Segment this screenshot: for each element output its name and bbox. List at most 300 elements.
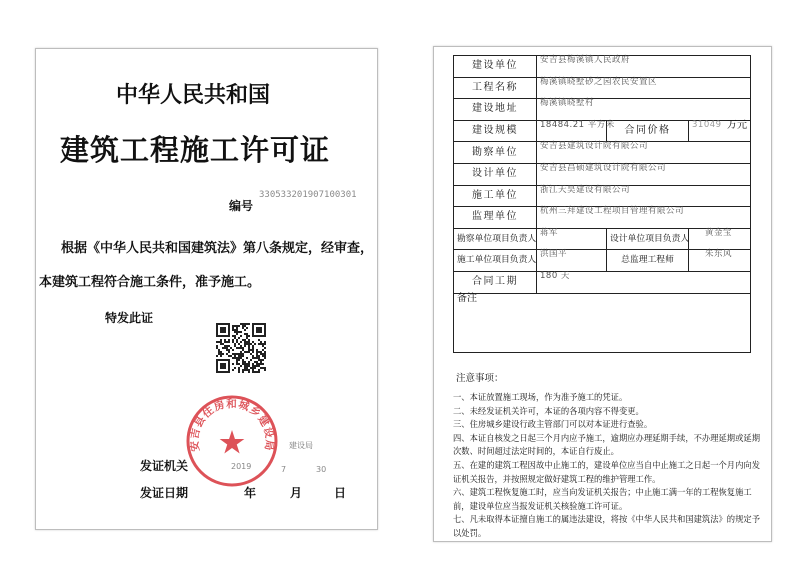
qr-module	[226, 341, 228, 343]
qr-module	[248, 341, 250, 343]
qr-module	[224, 367, 226, 369]
label-address: 建设地址	[454, 99, 537, 121]
value-contractor: 浙江天昊建设有限公司	[537, 185, 751, 207]
qr-module	[246, 323, 248, 325]
qr-module	[248, 323, 250, 325]
qr-module	[240, 335, 242, 337]
qr-module	[220, 331, 222, 333]
qr-module	[252, 363, 254, 365]
qr-module	[260, 341, 262, 343]
table-row	[454, 250, 751, 272]
qr-module	[260, 367, 262, 369]
qr-module	[228, 327, 230, 329]
qr-module	[216, 371, 218, 373]
value-construction-unit: 安吉县梅溪镇人民政府	[537, 56, 751, 78]
qr-module	[256, 365, 258, 367]
qr-module	[248, 349, 250, 351]
qr-module	[226, 353, 228, 355]
issue-year: 2019	[231, 462, 252, 471]
qr-module	[258, 359, 260, 361]
qr-module	[246, 369, 248, 371]
label-survey-leader: 勘察单位项目负责人	[454, 228, 537, 250]
qr-module	[218, 359, 220, 361]
qr-module	[246, 337, 248, 339]
qr-module	[216, 365, 218, 367]
qr-module	[230, 347, 232, 349]
qr-module	[260, 353, 262, 355]
table-row	[454, 271, 751, 293]
qr-module	[222, 367, 224, 369]
qr-module	[254, 335, 256, 337]
table-row	[454, 185, 751, 207]
qr-module	[224, 363, 226, 365]
qr-module	[252, 333, 254, 335]
official-seal-icon	[184, 393, 280, 489]
qr-module	[224, 371, 226, 373]
note-line: 三、住房城乡建设行政主管部门可以对本证进行查验。	[453, 419, 653, 430]
qr-module	[256, 353, 258, 355]
qr-module	[244, 363, 246, 365]
qr-module	[224, 365, 226, 367]
qr-module	[220, 359, 222, 361]
qr-module	[218, 371, 220, 373]
qr-module	[238, 355, 240, 357]
qr-module	[252, 365, 254, 367]
qr-module	[252, 335, 254, 337]
qr-module	[256, 363, 258, 365]
qr-module	[220, 329, 222, 331]
qr-module	[216, 333, 218, 335]
qr-module	[250, 343, 252, 345]
qr-module	[252, 371, 254, 373]
qr-module	[236, 347, 238, 349]
qr-module	[236, 341, 238, 343]
qr-module	[220, 339, 222, 341]
year-unit: 年	[244, 486, 257, 500]
qr-module	[222, 331, 224, 333]
qr-module	[220, 341, 222, 343]
qr-module	[224, 331, 226, 333]
qr-module	[244, 351, 246, 353]
qr-module	[228, 363, 230, 365]
qr-module	[228, 345, 230, 347]
qr-module	[262, 367, 264, 369]
table-row	[454, 120, 751, 142]
note-line: 以处罚。	[453, 527, 487, 538]
qr-module	[258, 339, 260, 341]
qr-module	[220, 335, 222, 337]
qr-module	[252, 329, 254, 331]
qr-module	[264, 347, 266, 349]
qr-module	[246, 343, 248, 345]
qr-module	[242, 355, 244, 357]
qr-module	[222, 363, 224, 365]
note-line: 七、凡未取得本证擅自施工的属违法建设，将按《中华人民共和国建筑法》的规定予	[453, 514, 760, 525]
qr-module	[230, 355, 232, 357]
qr-module	[236, 363, 238, 365]
qr-module	[258, 327, 260, 329]
qr-module	[244, 345, 246, 347]
qr-module	[258, 363, 260, 365]
table-row	[454, 207, 751, 229]
qr-module	[256, 355, 258, 357]
qr-module	[260, 361, 262, 363]
month-unit: 月	[290, 486, 303, 500]
qr-module	[264, 357, 266, 359]
qr-module	[264, 329, 266, 331]
qr-module	[228, 365, 230, 367]
qr-module	[224, 347, 226, 349]
issue-date-label: 发证日期	[140, 486, 189, 500]
qr-module	[222, 327, 224, 329]
qr-module	[220, 371, 222, 373]
issuer-print: 建设局	[289, 441, 313, 450]
qr-module	[254, 361, 256, 363]
qr-module	[262, 353, 264, 355]
qr-module	[252, 369, 254, 371]
notes-title: 注意事项：	[456, 373, 504, 384]
qr-module	[238, 359, 240, 361]
value-design-leader: 黄金宝	[689, 228, 751, 250]
qr-module	[258, 357, 260, 359]
qr-module	[254, 367, 256, 369]
qr-code-icon	[216, 323, 266, 373]
serial-number: 330533201907100301	[259, 190, 357, 200]
qr-module	[252, 325, 254, 327]
qr-module	[248, 345, 250, 347]
qr-module	[220, 343, 222, 345]
qr-module	[224, 359, 226, 361]
seal-star-icon	[220, 430, 245, 454]
note-item	[453, 513, 760, 540]
qr-module	[264, 325, 266, 327]
qr-module	[216, 331, 218, 333]
qr-module	[256, 335, 258, 337]
qr-module	[260, 343, 262, 345]
qr-module	[228, 371, 230, 373]
qr-module	[256, 371, 258, 373]
qr-module	[246, 335, 248, 337]
qr-module	[238, 325, 240, 327]
qr-module	[248, 343, 250, 345]
qr-module	[216, 355, 218, 357]
qr-module	[256, 361, 258, 363]
label-contractor-leader: 施工单位项目负责人	[454, 250, 537, 272]
qr-module	[222, 347, 224, 349]
qr-module	[222, 335, 224, 337]
qr-module	[256, 327, 258, 329]
qr-module	[224, 339, 226, 341]
qr-module	[220, 353, 222, 355]
qr-module	[244, 333, 246, 335]
note-line: 一、本证放置施工现场，作为准予施工的凭证。	[453, 392, 628, 402]
qr-module	[218, 323, 220, 325]
permit-detail-page	[433, 46, 772, 542]
qr-module	[260, 359, 262, 361]
value-design-unit: 安吉县昌硕建筑设计院有限公司	[537, 163, 751, 185]
qr-module	[220, 363, 222, 365]
statement-line-1: 根据《中华人民共和国建筑法》第八条规定，经审查，	[61, 241, 374, 256]
qr-module	[220, 367, 222, 369]
qr-module	[222, 365, 224, 367]
qr-module	[216, 347, 218, 349]
qr-module	[246, 333, 248, 335]
qr-module	[238, 331, 240, 333]
value-chief-supervisor: 朱东风	[689, 250, 751, 272]
qr-module	[228, 355, 230, 357]
qr-module	[264, 353, 266, 355]
qr-module	[218, 353, 220, 355]
qr-module	[228, 331, 230, 333]
qr-module	[254, 357, 256, 359]
qr-module	[216, 323, 218, 325]
qr-module	[242, 361, 244, 363]
qr-module	[248, 361, 250, 363]
qr-module	[222, 329, 224, 331]
note-line: 四、本证自核发之日起三个月内应予施工，逾期应办理延期手续，不办理延期或延期	[453, 432, 760, 443]
note-line: 次数、时间超过法定时间的，本证自行废止。	[453, 446, 619, 457]
table-row	[454, 293, 751, 352]
qr-module	[228, 325, 230, 327]
qr-module	[246, 367, 248, 369]
qr-module	[216, 329, 218, 331]
qr-module	[242, 339, 244, 341]
qr-module	[264, 367, 266, 369]
qr-module	[220, 323, 222, 325]
qr-module	[246, 363, 248, 365]
qr-module	[224, 329, 226, 331]
qr-module	[254, 323, 256, 325]
qr-module	[256, 351, 258, 353]
qr-module	[246, 351, 248, 353]
qr-module	[226, 371, 228, 373]
value-survey-unit: 安吉县建筑设计院有限公司	[537, 142, 751, 164]
qr-module	[258, 343, 260, 345]
qr-module	[218, 335, 220, 337]
qr-module	[258, 323, 260, 325]
note-line: 五、在建的建筑工程因故中止施工的，建设单位应当自中止施工之日起一个月内向发	[453, 459, 760, 470]
qr-module	[228, 341, 230, 343]
qr-module	[234, 345, 236, 347]
qr-module	[242, 325, 244, 327]
label-supervisor: 监理单位	[454, 207, 537, 229]
label-remarks: 备注	[457, 292, 477, 304]
qr-module	[218, 349, 220, 351]
qr-module	[234, 355, 236, 357]
qr-module	[234, 367, 236, 369]
qr-module	[262, 335, 264, 337]
qr-module	[236, 329, 238, 331]
qr-module	[248, 335, 250, 337]
qr-module	[264, 351, 266, 353]
qr-module	[234, 325, 236, 327]
qr-module	[232, 339, 234, 341]
note-item	[453, 405, 760, 419]
qr-module	[232, 349, 234, 351]
qr-module	[256, 323, 258, 325]
qr-module	[252, 345, 254, 347]
qr-module	[258, 335, 260, 337]
label-survey-unit: 勘察单位	[454, 142, 537, 164]
qr-module	[252, 351, 254, 353]
value-contractor-leader: 洪国平	[537, 250, 607, 272]
qr-module	[224, 345, 226, 347]
value-survey-leader: 蒋军	[537, 228, 607, 250]
qr-module	[226, 335, 228, 337]
qr-module	[248, 371, 250, 373]
qr-module	[228, 323, 230, 325]
value-supervisor: 杭州三拜建设工程项目管理有限公司	[537, 207, 751, 229]
qr-module	[232, 325, 234, 327]
table-row	[454, 228, 751, 250]
qr-module	[248, 351, 250, 353]
qr-module	[252, 323, 254, 325]
statement-line-2: 本建筑工程符合施工条件，准予施工。	[39, 275, 261, 290]
qr-module	[252, 349, 254, 351]
qr-module	[258, 355, 260, 357]
label-contractor: 施工单位	[454, 185, 537, 207]
qr-module	[242, 353, 244, 355]
qr-module	[264, 343, 266, 345]
note-item	[453, 432, 760, 459]
qr-module	[228, 361, 230, 363]
qr-module	[228, 339, 230, 341]
qr-module	[250, 349, 252, 351]
qr-module	[234, 335, 236, 337]
label-design-unit: 设计单位	[454, 163, 537, 185]
qr-module	[242, 359, 244, 361]
qr-module	[252, 331, 254, 333]
qr-module	[232, 353, 234, 355]
qr-module	[232, 363, 234, 365]
qr-module	[240, 351, 242, 353]
value-contract-price: 31049	[692, 119, 722, 130]
qr-module	[224, 327, 226, 329]
qr-module	[226, 347, 228, 349]
qr-module	[244, 341, 246, 343]
label-chief-supervisor: 总监理工程师	[607, 250, 689, 272]
qr-module	[238, 337, 240, 339]
qr-module	[216, 367, 218, 369]
qr-module	[264, 355, 266, 357]
qr-module	[240, 365, 242, 367]
qr-module	[232, 369, 234, 371]
qr-module	[228, 333, 230, 335]
qr-module	[244, 369, 246, 371]
qr-module	[262, 349, 264, 351]
qr-module	[240, 323, 242, 325]
qr-module	[244, 367, 246, 369]
qr-module	[216, 325, 218, 327]
qr-module	[238, 371, 240, 373]
qr-module	[234, 353, 236, 355]
notes-list	[453, 391, 760, 541]
qr-module	[240, 345, 242, 347]
qr-module	[216, 361, 218, 363]
qr-module	[234, 337, 236, 339]
qr-module	[242, 327, 244, 329]
qr-module	[234, 357, 236, 359]
qr-module	[252, 347, 254, 349]
qr-module	[262, 323, 264, 325]
remarks-cell	[454, 293, 751, 352]
qr-module	[252, 327, 254, 329]
serial-label: 编号	[229, 199, 254, 213]
qr-module	[244, 339, 246, 341]
qr-module	[260, 329, 262, 331]
qr-module	[262, 363, 264, 365]
qr-module	[262, 359, 264, 361]
qr-module	[242, 347, 244, 349]
value-duration: 180 天	[537, 271, 751, 293]
note-line: 前，建设单位应当报发证机关核验施工许可证。	[453, 500, 628, 511]
qr-module	[260, 331, 262, 333]
qr-module	[242, 369, 244, 371]
contract-price-unit: 万元	[727, 119, 748, 131]
note-line: 二、未经发证机关许可，本证的各项内容不得变更。	[453, 405, 644, 416]
issue-month: 7	[281, 465, 287, 474]
qr-module	[262, 343, 264, 345]
permit-front-page	[35, 48, 378, 530]
qr-module	[220, 351, 222, 353]
qr-module	[256, 331, 258, 333]
qr-module	[242, 349, 244, 351]
qr-module	[236, 331, 238, 333]
qr-module	[216, 341, 218, 343]
label-construction-unit: 建设单位	[454, 56, 537, 78]
qr-module	[256, 329, 258, 331]
qr-module	[238, 369, 240, 371]
qr-module	[254, 371, 256, 373]
qr-module	[222, 371, 224, 373]
qr-module	[262, 355, 264, 357]
qr-module	[216, 359, 218, 361]
qr-module	[222, 323, 224, 325]
qr-module	[236, 357, 238, 359]
qr-module	[236, 339, 238, 341]
qr-module	[260, 323, 262, 325]
qr-module	[258, 369, 260, 371]
qr-module	[258, 351, 260, 353]
qr-module	[246, 327, 248, 329]
qr-module	[222, 343, 224, 345]
qr-module	[228, 367, 230, 369]
qr-module	[238, 343, 240, 345]
qr-module	[234, 329, 236, 331]
qr-module	[238, 367, 240, 369]
qr-module	[242, 363, 244, 365]
qr-module	[244, 325, 246, 327]
table-row	[454, 142, 751, 164]
qr-module	[228, 335, 230, 337]
qr-module	[232, 327, 234, 329]
qr-module	[248, 365, 250, 367]
qr-module	[232, 335, 234, 337]
qr-module	[222, 359, 224, 361]
qr-module	[240, 331, 242, 333]
qr-module	[250, 359, 252, 361]
issue-day: 30	[316, 465, 327, 474]
qr-module	[232, 341, 234, 343]
qr-module	[244, 365, 246, 367]
qr-module	[254, 343, 256, 345]
qr-module	[226, 349, 228, 351]
qr-module	[226, 345, 228, 347]
qr-module	[246, 357, 248, 359]
qr-module	[236, 361, 238, 363]
special-issue-text: 特发此证	[105, 311, 154, 325]
qr-module	[240, 357, 242, 359]
